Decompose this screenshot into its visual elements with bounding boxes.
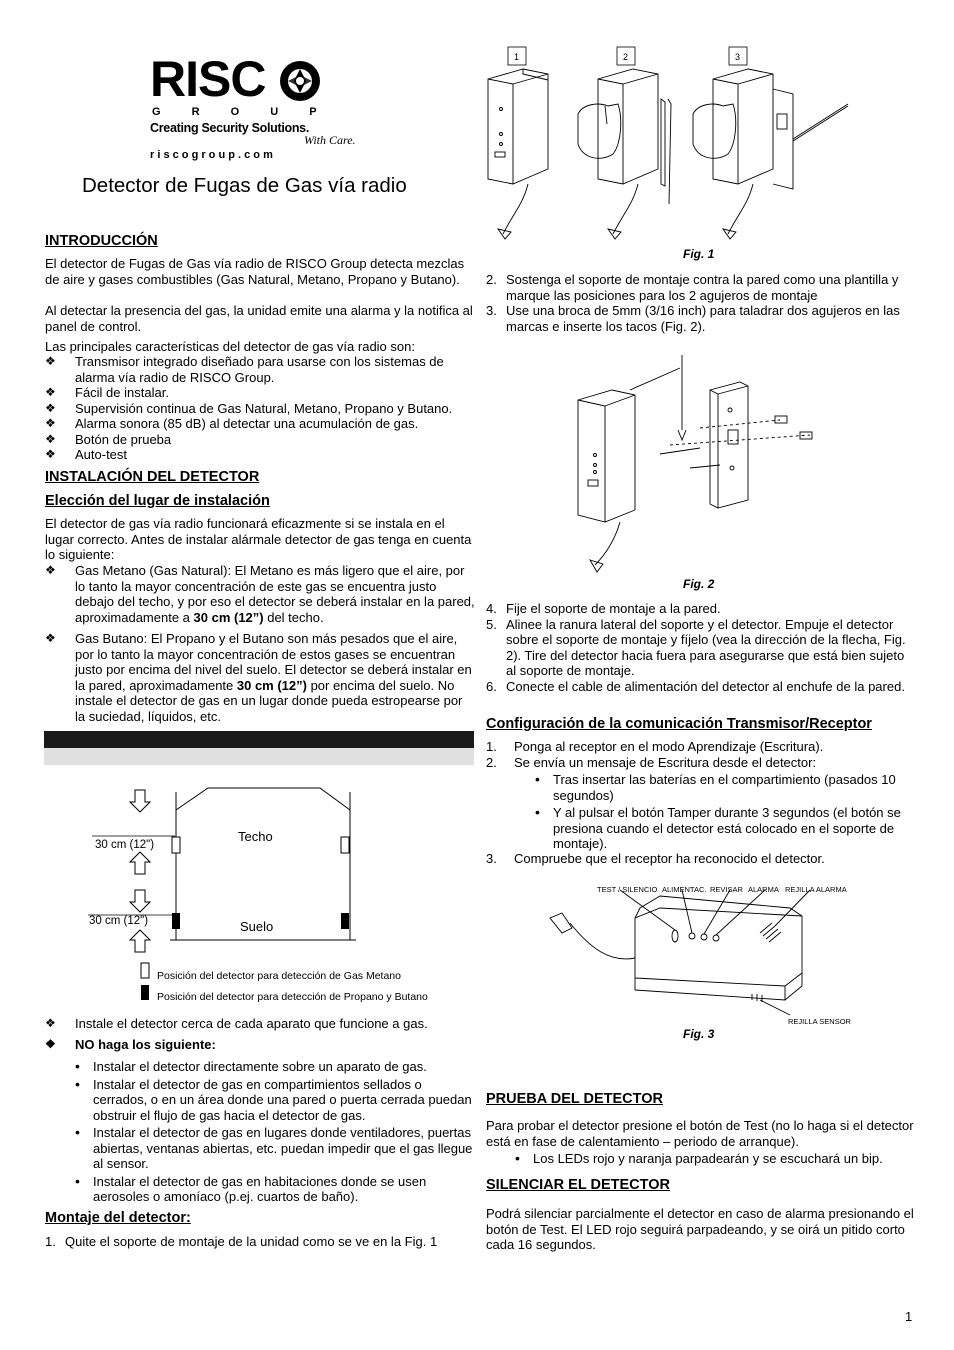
list-item: ❖ Gas Metano (Gas Natural): El Metano es más ligero que el aire, por lo tanto la mayor concentración de este gas se encuentra justo debajo del techo, y por eso el detector se deberá instalar en la pared, aproximadamente a 30 cm (12”) del techo. <box>45 563 475 625</box>
fig1-label-3: 3 <box>735 52 741 62</box>
list-item: • Tras insertar las baterías en el compartimiento (pasados 10 segundos) <box>533 772 923 803</box>
list-item: • Los LEDs rojo y naranja parpadearán y se escuchará un bip. <box>513 1151 913 1167</box>
list-item: 2. Se envía un mensaje de Escritura desde el detector: <box>486 754 817 770</box>
page-title: Detector de Fugas de Gas vía radio <box>82 174 407 197</box>
intro-p2: Al detectar la presencia del gas, la unidad emite una alarma y la notifica al panel de control. <box>45 303 473 334</box>
test-p1: Para probar el detector presione el botón de Test (no lo haga si el detector está en fase de calentamiento – periodo de arranque). <box>486 1118 914 1149</box>
legend-propane: Posición del detector para detección de Propano y Butano <box>157 991 428 1003</box>
risco-logo <box>150 51 370 165</box>
fig1-label-2: 2 <box>623 52 629 62</box>
install-heading: INSTALACIÓN DEL DETECTOR <box>45 469 260 485</box>
intro-heading: INTRODUCCIÓN <box>45 233 158 249</box>
mount-steps-a <box>45 1234 475 1250</box>
install-subheading: Elección del lugar de instalación <box>45 493 270 509</box>
advice-list <box>45 1016 475 1052</box>
logo-brand: RISC <box>150 51 266 107</box>
feature-list <box>45 354 475 463</box>
install-p1: El detector de gas vía radio funcionará eficazmente si se instala en el lugar correcto. Antes de instalar alármale detector de gas tenga en cuenta lo siguiente: <box>45 516 472 562</box>
intro-p1: El detector de Fugas de Gas vía radio de RISCO Group detecta mezclas de aire y gases combustibles (Gas Natural, Metano, Propano y Butano). <box>45 256 465 287</box>
list-item: ❖ Instale el detector cerca de cada aparato que funcione a gas. <box>45 1016 475 1032</box>
fig3-label-alarm: ALARMA <box>748 885 779 894</box>
comm-steps <box>486 739 916 770</box>
fig3-caption: Fig. 3 <box>683 1027 715 1041</box>
fig1-label-1: 1 <box>514 52 520 62</box>
list-item: ❖ Fácil de instalar. <box>45 385 475 401</box>
fig3-label-check: REVISAR <box>710 885 743 894</box>
comm-sub-list <box>533 772 923 852</box>
list-item: 6. Conecte el cable de alimentación del detector al enchufe de la pared. <box>486 678 905 694</box>
list-item: ❖ Auto-test <box>45 447 475 463</box>
intro-p3: Las principales características del detector de gas vía radio son: <box>45 339 415 354</box>
fig3-label-test: TEST / SILENCIO <box>597 885 658 894</box>
room-floor-label: Suelo <box>240 919 274 934</box>
list-item: ❖ Alarma sonora (85 dB) al detectar una acumulación de gas. <box>45 416 475 432</box>
fig3-diagram <box>540 878 870 1028</box>
list-item: 1. Ponga al receptor en el modo Aprendizaje (Escritura). <box>486 739 824 754</box>
fig2-diagram <box>550 350 820 580</box>
list-item: 2. Sostenga el soporte de montaje contra la pared como una plantilla y marque las posiciones para los 2 agujeros de montaje <box>486 272 899 303</box>
logo-url: r i s c o g r o u p . c o m <box>150 149 273 161</box>
comm-heading: Configuración de la comunicación Transmisor/Receptor <box>486 716 872 732</box>
mount-heading: Montaje del detector: <box>45 1210 191 1226</box>
list-item: • Instalar el detector de gas en lugares donde ventiladores, puertas abiertas, ventanas abiertas, etc. puedan impedir que el gas llegue al sensor. <box>73 1125 473 1172</box>
fig1-caption: Fig. 1 <box>683 247 715 261</box>
fig3-label-sensor-grille: REJILLA SENSOR <box>788 1017 851 1026</box>
comm-steps-b <box>486 851 916 867</box>
list-item: 3. Compruebe que el receptor ha reconocido el detector. <box>486 851 825 866</box>
list-item: • Instalar el detector de gas en habitaciones donde se usen aerosoles o amoníaco (p.ej. cuartos de baño). <box>73 1174 473 1205</box>
list-item: ❖ Transmisor integrado diseñado para usarse con los sistemas de alarma vía radio de RISCO Group. <box>45 354 475 385</box>
section-divider-dark <box>44 731 474 748</box>
legend-methane: Posición del detector para detección de Gas Metano <box>157 970 401 982</box>
logo-slogan-tail: With Care. <box>304 133 356 147</box>
fig3-label-power: ALIMENTAC. <box>662 885 707 894</box>
distance-top-label: 30 cm (12") <box>95 839 155 851</box>
mount-steps-b <box>486 272 916 334</box>
list-item: ❖ Supervisión continua de Gas Natural, Metano, Propano y Butano. <box>45 401 475 417</box>
list-item: 5. Alinee la ranura lateral del soporte y el detector. Empuje el detector sobre el soporte de montaje y fíjelo (vea la dirección de la flecha, Fig. 2). Tire del detector hacia fuera para asegurarse que está bien sujeto al soporte de montaje. <box>486 616 906 678</box>
list-item: ❖ Botón de prueba <box>45 432 475 448</box>
silence-heading: SILENCIAR EL DETECTOR <box>486 1177 670 1193</box>
distance-bottom-label: 30 cm (12") <box>89 915 149 927</box>
test-list <box>513 1151 913 1167</box>
fig2-caption: Fig. 2 <box>683 577 715 591</box>
install-list <box>45 563 475 724</box>
section-divider-grey <box>44 748 474 765</box>
list-item: • Instalar el detector de gas en compartimientos sellados o cerrados, o en un área donde una pared o puerta cerrada puedan obstruir el flujo de gas hacia el detector de gas. <box>73 1077 473 1124</box>
list-item: • Y al pulsar el botón Tamper durante 3 segundos (el botón se presiona cuando el detector está colocado en el soporte de montaje). <box>533 805 923 852</box>
logo-slogan: Creating Security Solutions. <box>150 121 309 135</box>
list-item: 4. Fije el soporte de montaje a la pared. <box>486 601 721 616</box>
mount-steps-c <box>486 601 916 694</box>
page-number: 1 <box>905 1309 913 1324</box>
list-item: • Instalar el detector directamente sobre un aparato de gas. <box>73 1059 473 1075</box>
list-item: ❖ Gas Butano: El Propano y el Butano son más pesados que el aire, por lo tanto la mayor concentración de estos gases se encuentran justo por encima del nivel del suelo. El detector se deberá instalar en la pared, aproximadamente 30 cm (12”) por encima del suelo. No instale el detector de gas en un lugar donde pueda estropearse por la suciedad, líquidos, etc. <box>45 631 475 724</box>
logo-group: G R O U P <box>152 106 331 118</box>
list-item: ❖ NO haga los siguiente: <box>45 1037 475 1053</box>
list-item: 3. Use una broca de 5mm (3/16 inch) para taladrar dos agujeros en las marcas e inserte los tacos (Fig. 2). <box>486 303 900 334</box>
fig3-label-alarm-grille: REJILLA ALARMA <box>785 885 847 894</box>
fig1-diagram <box>483 44 863 249</box>
test-heading: PRUEBA DEL DETECTOR <box>486 1091 663 1107</box>
donts-list <box>73 1059 473 1205</box>
room-ceiling-label: Techo <box>238 829 273 844</box>
logo-swirl-icon <box>278 59 322 103</box>
list-item: 1. Quite el soporte de montaje de la unidad como se ve en la Fig. 1 <box>45 1234 438 1249</box>
silence-p1: Podrá silenciar parcialmente el detector en caso de alarma presionando el botón de Test. El LED rojo seguirá parpadeando, y se oirá un pitido corto cada 16 segundos. <box>486 1206 914 1252</box>
